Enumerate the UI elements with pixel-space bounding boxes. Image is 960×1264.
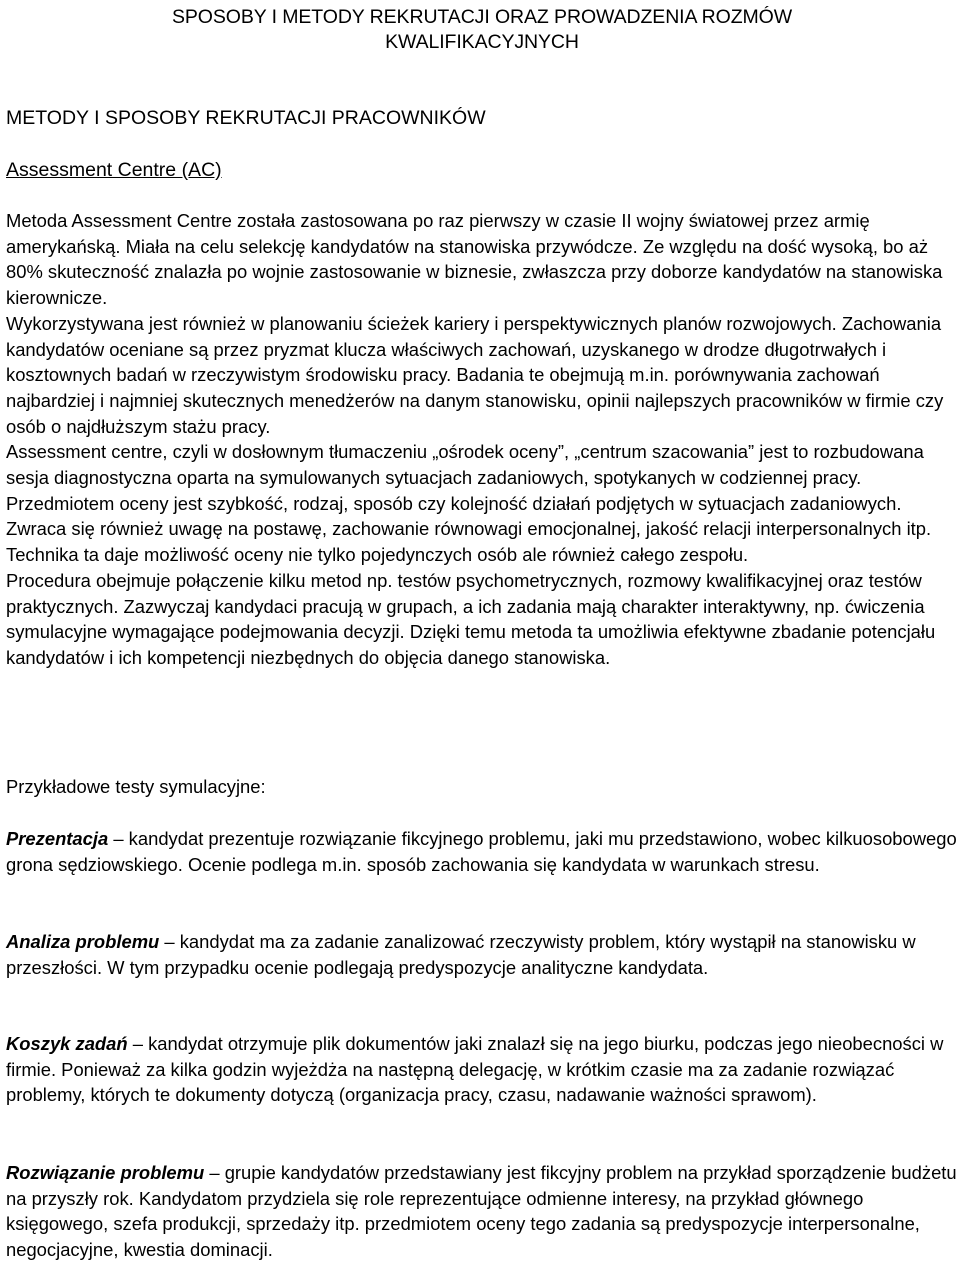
example-term: Prezentacja [6, 828, 109, 849]
example-item [6, 929, 958, 980]
examples-label: Przykładowe testy symulacyjne: [6, 776, 266, 797]
document-title-line-2: KWALIFIKACYJNYCH [385, 31, 579, 53]
document-title-line-1: SPOSOBY I METODY REKRUTACJI ORAZ PROWADZENIA ROZMÓW [171, 6, 793, 28]
intro-paragraph: Procedura obejmuje połączenie kilku metod np. testów psychometrycznych, rozmowy kwalifikacyjnej oraz testów praktycznych. Zazwyczaj kandydaci pracują w grupach, a ich zadania mają charakter interaktywny, np. ćwiczenia symulacyjne wymagające podejmowania decyzji. Dzięki temu metoda ta umożliwia efektywne zbadanie potencjału kandydatów i ich kompetencji niezbędnych do objęcia danego stanowiska. [6, 569, 936, 668]
example-description: – kandydat ma za zadanie zanalizować rzeczywisty problem, który wystąpił na stanowisku w przeszłości. W tym przypadku ocenie podlegają predyspozycje analityczne kandydata. [6, 931, 916, 978]
example-description: – kandydat otrzymuje plik dokumentów jaki znalazł się na jego biurku, podczas jego nieobecności w firmie. Ponieważ za kilka godzin wyjeżdża na następną delegację, w krótkim czasie ma za zadanie rozwiązać problemy, których te dokumenty dotyczą (organizacja pracy, czasu, nadawanie ważności sprawom). [6, 1033, 944, 1106]
example-item [6, 1160, 958, 1263]
example-term: Koszyk zadań [6, 1033, 128, 1054]
intro-paragraph: Assessment centre, czyli w dosłownym tłumaczeniu „ośrodek oceny”, „centrum szacowania” jest to rozbudowana sesja diagnostyczna oparta na symulowanych sytuacjach zadaniowych, spotykanych w codziennej pracy. Przedmiotem oceny jest szybkość, rodzaj, sposób czy kolejność działań podjętych w sytuacjach zadaniowych. Zwraca się również uwagę na postawę, zachowanie równowagi emocjonalnej, jakość relacji interpersonalnych itp. Technika ta daje możliwość oceny nie tylko pojedynczych osób ale również całego zespołu. [6, 441, 932, 566]
section-heading: METODY I SPOSOBY REKRUTACJI PRACOWNIKÓW [6, 107, 486, 129]
example-description: – kandydat prezentuje rozwiązanie fikcyjnego problemu, jaki mu przedstawiono, wobec kilkuosobowego grona sędziowskiego. Ocenie podlega m.in. sposób zachowania się kandydata w warunkach stresu. [6, 828, 957, 875]
example-term: Rozwiązanie problemu [6, 1162, 205, 1183]
intro-paragraph: Wykorzystywana jest również w planowaniu ścieżek kariery i perspektywicznych planów rozwojowych. Zachowania kandydatów oceniane są przez pryzmat klucza właściwych zachowań, uzyskanego w drodze długotrwałych i kosztownych badań w rzeczywistym środowisku pracy. Badania te obejmują m.in. porównywania zachowań najbardziej i najmniej skutecznych menedżerów na danym stanowisku, opinii najlepszych pracowników w firmie czy osób o najdłuższym stażu pracy. [6, 312, 944, 437]
sub-heading: Assessment Centre (AC) [6, 159, 222, 181]
example-term: Analiza problemu [6, 931, 160, 952]
intro-text [6, 208, 958, 671]
document-title [6, 5, 958, 55]
example-item [6, 1031, 958, 1108]
example-item [6, 826, 958, 877]
example-description: – grupie kandydatów przedstawiany jest fikcyjny problem na przykład sporządzenie budżetu na przyszły rok. Kandydatom przydziela się role reprezentujące odmienne interesy, na przykład głównego księgowego, szefa produkcji, sprzedaży itp. przedmiotem oceny tego zadania są predyspozycje interpersonalne, negocjacyjne, kwestia dominacji. [6, 1162, 957, 1261]
intro-paragraph: Metoda Assessment Centre została zastosowana po raz pierwszy w czasie II wojny światowej przez armię amerykańską. Miała na celu selekcję kandydatów na stanowiska przywódcze. Ze względu na dość wysoką, bo aż 80% skuteczność znalazła po wojnie zastosowanie w biznesie, zwłaszcza przy doborze kandydatów na stanowiska kierownicze. [6, 210, 943, 309]
